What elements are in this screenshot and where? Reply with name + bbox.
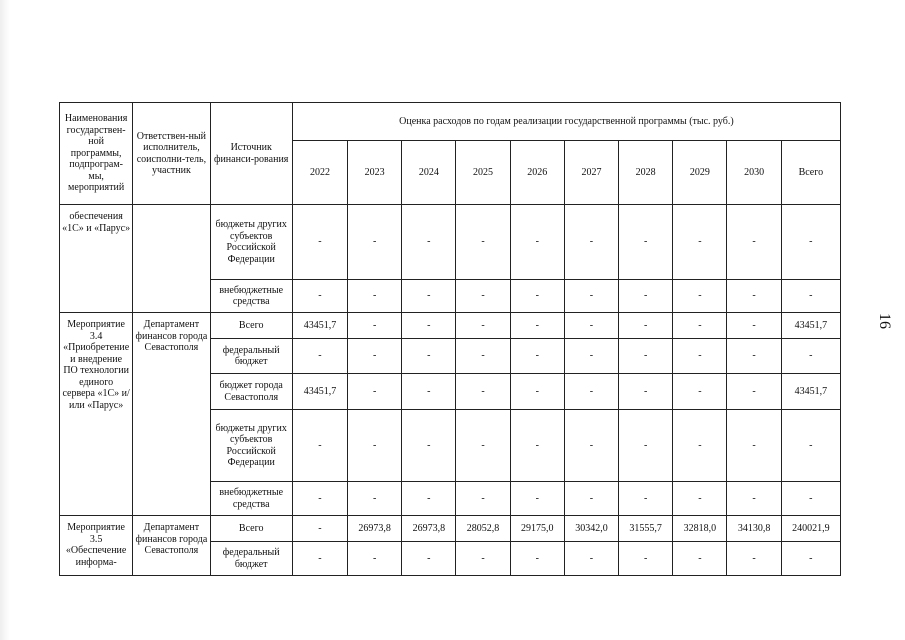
value-cell: - — [564, 205, 618, 280]
value-cell: 43451,7 — [292, 374, 347, 410]
value-cell: - — [727, 542, 781, 576]
value-cell: 26973,8 — [348, 516, 402, 542]
value-cell: - — [348, 313, 402, 339]
value-cell: - — [727, 482, 781, 516]
header-program-name: Наименования государствен-ной программы, подпрограм-мы, мероприятий — [60, 103, 133, 205]
value-cell: - — [727, 410, 781, 482]
table-row — [60, 205, 841, 280]
value-cell: - — [619, 482, 673, 516]
value-cell: - — [564, 542, 618, 576]
funding-source-cell: бюджет города Севастополя — [210, 374, 292, 410]
value-cell: - — [456, 280, 510, 313]
value-cell: - — [402, 313, 456, 339]
value-cell: - — [292, 205, 347, 280]
value-cell: - — [564, 410, 618, 482]
value-cell: - — [348, 542, 402, 576]
value-cell: - — [619, 339, 673, 374]
value-cell: - — [673, 205, 727, 280]
value-cell: - — [510, 374, 564, 410]
value-cell: 240021,9 — [781, 516, 840, 542]
value-cell: - — [510, 280, 564, 313]
value-cell: - — [564, 374, 618, 410]
value-cell: - — [456, 339, 510, 374]
header-year-cell: 2023 — [348, 141, 402, 205]
header-year-cell: 2022 — [292, 141, 347, 205]
value-cell: - — [619, 374, 673, 410]
table-body — [60, 205, 841, 576]
funding-source-cell: бюджеты других субъектов Российской Федерации — [210, 410, 292, 482]
value-cell: - — [292, 280, 347, 313]
value-cell: - — [673, 280, 727, 313]
value-cell: 30342,0 — [564, 516, 618, 542]
header-year-cell: 2027 — [564, 141, 618, 205]
value-cell: 32818,0 — [673, 516, 727, 542]
executor-cell — [133, 205, 210, 313]
value-cell: - — [564, 482, 618, 516]
value-cell: - — [402, 280, 456, 313]
funding-source-cell: Всего — [210, 516, 292, 542]
value-cell: - — [456, 542, 510, 576]
value-cell: - — [292, 339, 347, 374]
value-cell: - — [619, 542, 673, 576]
value-cell: - — [292, 516, 347, 542]
value-cell: - — [510, 410, 564, 482]
value-cell: - — [456, 410, 510, 482]
value-cell: - — [456, 482, 510, 516]
value-cell: - — [510, 313, 564, 339]
header-year-cell: 2024 — [402, 141, 456, 205]
header-year-cell: 2030 — [727, 141, 781, 205]
scan-edge-shadow — [0, 0, 10, 640]
program-name-cell: обеспечения «1С» и «Парус» — [60, 205, 133, 313]
value-cell: - — [564, 339, 618, 374]
header-year-cell: Всего — [781, 141, 840, 205]
value-cell: - — [456, 374, 510, 410]
header-expense-estimate: Оценка расходов по годам реализации государственной программы (тыс. руб.) — [292, 103, 840, 141]
value-cell: - — [673, 313, 727, 339]
value-cell: - — [781, 482, 840, 516]
header-funding-source: Источник финанси-рования — [210, 103, 292, 205]
value-cell: - — [510, 482, 564, 516]
value-cell: - — [402, 482, 456, 516]
table-row — [60, 313, 841, 339]
value-cell: - — [348, 482, 402, 516]
value-cell: - — [727, 339, 781, 374]
table-row — [60, 516, 841, 542]
expenses-table — [59, 102, 841, 576]
value-cell: 43451,7 — [781, 374, 840, 410]
value-cell: - — [727, 374, 781, 410]
value-cell: 31555,7 — [619, 516, 673, 542]
page-number: 16 — [876, 313, 893, 329]
value-cell: - — [456, 313, 510, 339]
value-cell: - — [348, 410, 402, 482]
funding-source-cell: федеральный бюджет — [210, 339, 292, 374]
value-cell: - — [348, 280, 402, 313]
value-cell: - — [510, 542, 564, 576]
header-year-cell: 2026 — [510, 141, 564, 205]
header-year-cell: 2025 — [456, 141, 510, 205]
executor-cell: Департамент финансов города Севастополя — [133, 516, 210, 576]
funding-source-cell: внебюджетные средства — [210, 280, 292, 313]
value-cell: - — [781, 280, 840, 313]
value-cell: - — [510, 205, 564, 280]
value-cell: - — [402, 410, 456, 482]
value-cell: 34130,8 — [727, 516, 781, 542]
header-year-cell: 2028 — [619, 141, 673, 205]
funding-source-cell: бюджеты других субъектов Российской Федерации — [210, 205, 292, 280]
value-cell: - — [402, 374, 456, 410]
program-name-cell: Мероприятие 3.4 «Приобретение и внедрение ПО технологии единого сервера «1С» и/или «Парус» — [60, 313, 133, 516]
value-cell: - — [619, 205, 673, 280]
value-cell: - — [673, 482, 727, 516]
funding-source-cell: внебюджетные средства — [210, 482, 292, 516]
header-executor: Ответствен-ный исполнитель, соисполни-тель, участник — [133, 103, 210, 205]
value-cell: - — [619, 410, 673, 482]
value-cell: - — [619, 313, 673, 339]
header-year-cell: 2029 — [673, 141, 727, 205]
table-header — [60, 103, 841, 205]
value-cell: - — [727, 280, 781, 313]
value-cell: - — [510, 339, 564, 374]
value-cell: - — [402, 205, 456, 280]
value-cell: 28052,8 — [456, 516, 510, 542]
program-name-cell: Мероприятие 3.5 «Обеспечение информа- — [60, 516, 133, 576]
value-cell: - — [727, 205, 781, 280]
value-cell: 26973,8 — [402, 516, 456, 542]
value-cell: - — [564, 313, 618, 339]
value-cell: - — [673, 542, 727, 576]
value-cell: - — [619, 280, 673, 313]
value-cell: - — [781, 339, 840, 374]
value-cell: - — [292, 542, 347, 576]
value-cell: - — [564, 280, 618, 313]
value-cell: - — [781, 410, 840, 482]
value-cell: - — [402, 339, 456, 374]
value-cell: 29175,0 — [510, 516, 564, 542]
funding-source-cell: Всего — [210, 313, 292, 339]
value-cell: - — [456, 205, 510, 280]
value-cell: 43451,7 — [781, 313, 840, 339]
value-cell: - — [402, 542, 456, 576]
value-cell: - — [292, 410, 347, 482]
value-cell: - — [781, 205, 840, 280]
value-cell: - — [727, 313, 781, 339]
value-cell: - — [348, 205, 402, 280]
value-cell: - — [673, 410, 727, 482]
value-cell: - — [348, 339, 402, 374]
value-cell: - — [781, 542, 840, 576]
executor-cell: Департамент финансов города Севастополя — [133, 313, 210, 516]
value-cell: 43451,7 — [292, 313, 347, 339]
value-cell: - — [673, 374, 727, 410]
funding-source-cell: федеральный бюджет — [210, 542, 292, 576]
value-cell: - — [292, 482, 347, 516]
value-cell: - — [348, 374, 402, 410]
value-cell: - — [673, 339, 727, 374]
